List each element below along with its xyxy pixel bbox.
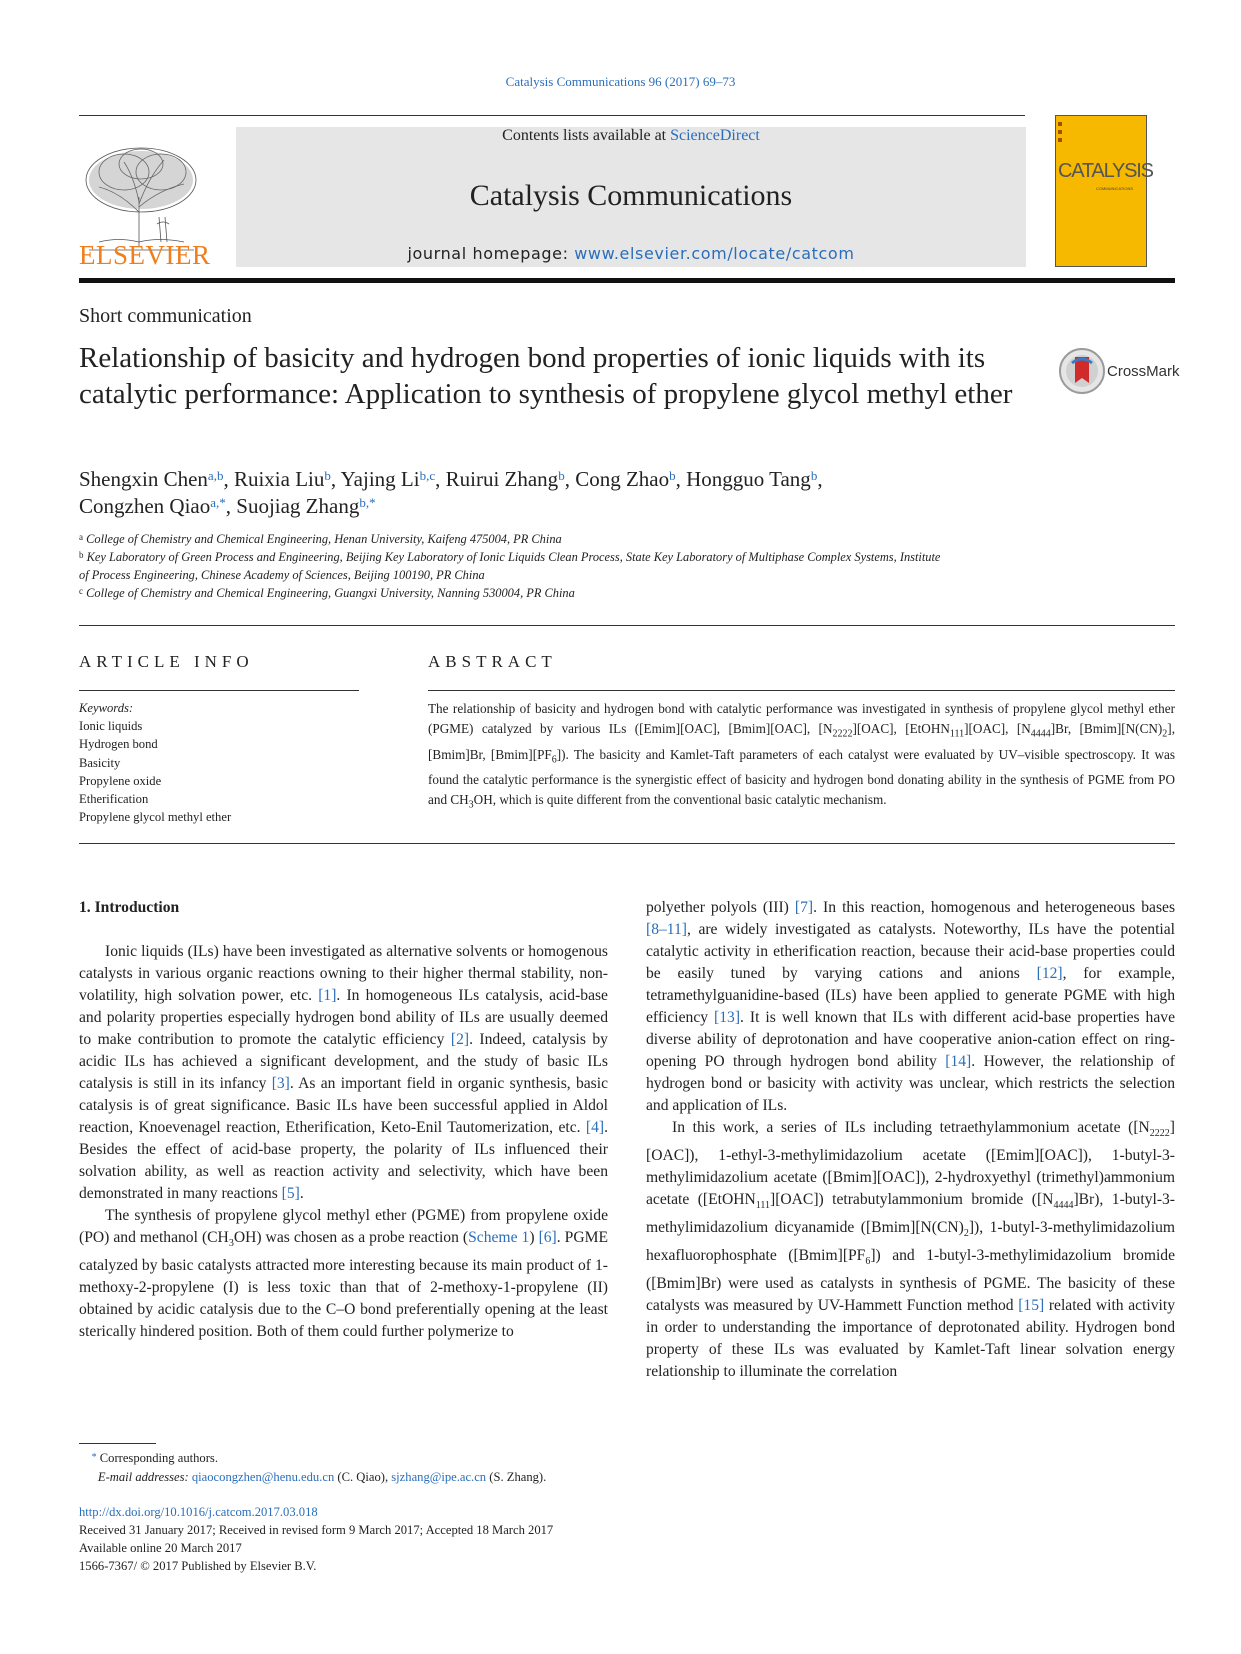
crossmark-label[interactable]: CrossMark xyxy=(1107,363,1180,380)
scheme-link[interactable]: Scheme 1 xyxy=(468,1229,530,1246)
online-date: Available online 20 March 2017 xyxy=(79,1541,242,1555)
email-link[interactable]: sjzhang@ipe.ac.cn xyxy=(391,1469,487,1484)
article-info-rule xyxy=(79,690,359,691)
reference-link[interactable]: [7] xyxy=(794,899,814,916)
section-heading-introduction: 1. Introduction xyxy=(79,899,180,916)
author[interactable]: Yajing Li$^{b,c}$ xyxy=(340,467,436,491)
homepage-prefix: journal homepage: xyxy=(407,244,575,263)
homepage-link[interactable]: www.elsevier.com/locate/catcom xyxy=(574,244,855,263)
reference-link[interactable]: [12] xyxy=(1036,965,1063,982)
cover-decoration-icon xyxy=(1058,122,1068,162)
body-left-column xyxy=(79,897,608,1343)
keyword: Basicity xyxy=(79,755,121,770)
received-dates: Received 31 January 2017; Received in revised form 9 March 2017; Accepted 18 March 2017 xyxy=(79,1523,554,1537)
author[interactable]: Suojiag Zhang$^{b,*}$ xyxy=(236,494,376,518)
author-list: Shengxin Chen$^{a,b}$, Ruixia Liu$^b$, Yajing Li$^{b,c}$, Ruirui Zhang$^b$, Cong Zhao$^b$, Hongguo Tang$^b$, Congzhen Qiao$^{a,*}$, Suojiag Zhang$^{b,*}$ xyxy=(79,467,823,518)
author[interactable]: Shengxin Chen$^{a,b}$ xyxy=(79,467,224,491)
reference-link[interactable]: [5] xyxy=(281,1185,300,1202)
crossmark-icon[interactable] xyxy=(1058,347,1106,395)
keyword: Ionic liquids xyxy=(79,719,143,734)
author[interactable]: Hongguo Tang$^b$ xyxy=(686,467,818,491)
keywords-label: Keywords: xyxy=(79,701,134,715)
abstract-bottom-rule xyxy=(79,843,1175,844)
affiliation: $^a$ College of Chemistry and Chemical Engineering, Henan University, Kaifeng 475004, PR China xyxy=(79,532,562,546)
article-title: Relationship of basicity and hydrogen bond properties of ionic liquids with its catalytic performance: Application to synthesis of propylene glycol methyl ether xyxy=(79,342,1013,410)
cover-subtitle: COMMUNICATIONS xyxy=(1096,186,1134,191)
elsevier-wordmark[interactable]: ELSEVIER xyxy=(79,240,211,270)
body-paragraph: The synthesis of propylene glycol methyl ether (PGME) from propylene oxide (PO) and methanol $(CH_3OH)$ was chosen as a probe reaction (Scheme 1) [6]. PGME catalyzed by basic catalysts attracted more interesting because its main product of 1-methoxy-2-propylene (I) is less toxic than that of 2-methoxy-1-propylene (II) obtained by acidic catalysis due to the C–O bond preferentially opening at the least sterically hindered position. Both of them could further polymerize to xyxy=(79,1207,609,1341)
affiliation: $^b$ Key Laboratory of Green Process and Engineering, Beijing Key Laboratory of Ionic Liquids Clean Process, State Key Laboratory of Multiphase Complex Systems, Institute xyxy=(79,550,941,564)
author[interactable]: Cong Zhao$^b$ xyxy=(575,467,676,491)
reference-link[interactable]: [4] xyxy=(585,1119,605,1136)
footnotes xyxy=(79,1449,546,1486)
keyword: Propylene oxide xyxy=(79,773,162,788)
article-info-heading: ARTICLE INFO xyxy=(79,652,254,671)
doi-link[interactable]: http://dx.doi.org/10.1016/j.catcom.2017.03.018 xyxy=(79,1505,318,1519)
abstract-rule xyxy=(428,690,1175,691)
journal-title: Catalysis Communications xyxy=(469,179,793,212)
keywords-block xyxy=(79,699,231,826)
reference-link[interactable]: [6] xyxy=(538,1229,557,1246)
sciencedirect-link[interactable]: ScienceDirect xyxy=(670,127,760,144)
journal-header-box xyxy=(236,127,1026,267)
reference-link[interactable]: [3] xyxy=(271,1075,290,1092)
email-link[interactable]: qiaocongzhen@henu.edu.cn xyxy=(191,1469,335,1484)
body-paragraph: In this work, a series of ILs including tetraethylammonium acetate $([N_{2222}][OAC])$, 1-ethyl-3-methylimidazolium acetate ([Emim][OAC]), 1-butyl-3-methylimidazolium acetate ([Bmim][OAC]), 2-hydroxyethyl (trimethyl)ammonium acetate ([EtOHN$_{111}$][OAC]) tetrabutylammonium bromide $([N_{4444}]Br)$, 1-butyl-3-methylimidazolium dicyanamide $([Bmim][N(CN)_2])$, 1-butyl-3-methylimidazolium hexafluorophosphate $([Bmim][PF_6])$ and 1-butyl-3-methylimidazolium bromide ([Bmim]Br) were used as catalysts in synthesis of PGME. The basicity of these catalysts was measured by UV-Hammett Function method [15] related with activity in order to understanding the importance of deprotonated ability. Hydrogen bond property of these ILs was evaluated by Kamlet-Taft linear solvation energy relationship to illuminate the correlation xyxy=(646,1119,1176,1381)
reference-link[interactable]: [2] xyxy=(450,1031,470,1048)
author[interactable]: Congzhen Qiao$^{a,*}$ xyxy=(79,494,226,518)
header-thick-rule xyxy=(79,278,1175,283)
reference-link[interactable]: [14] xyxy=(945,1053,972,1070)
keyword: Etherification xyxy=(79,792,149,807)
cover-title: CATALYSIS xyxy=(1058,160,1153,182)
email-note: E-mail addresses: qiaocongzhen@henu.edu.cn (C. Qiao), sjzhang@ipe.ac.cn (S. Zhang). xyxy=(97,1469,547,1484)
asterisk-icon: * xyxy=(91,1452,97,1463)
affiliation: of Process Engineering, Chinese Academy of Sciences, Beijing 100190, PR China xyxy=(79,568,485,582)
abstract-heading: ABSTRACT xyxy=(428,652,557,671)
journal-cover-image[interactable] xyxy=(1055,115,1153,267)
affiliation: $^c$ College of Chemistry and Chemical Engineering, Guangxi University, Nanning 530004, PR China xyxy=(79,586,575,600)
journal-homepage-line xyxy=(236,244,1026,263)
abstract-text: The relationship of basicity and hydrogen bond with catalytic performance was investigated in synthesis of propylene glycol methyl ether (PGME) catalyzed by various ILs ([Emim][OAC], [Bmim][OAC], $[N_{2222}][OAC]$, [EtOHN$_{111}$][OAC], $[N_{4444}]Br$, $[Bmim][N(CN)_2]$, [Bmim]Br, $[Bmim][PF_6]$). The basicity and Kamlet-Taft parameters of each catalyst were evaluated by UV–visible spectroscopy. It was found the catalytic performance is the synergistic effect of basicity and hydrogen bond donating ability in the synthesis of PGME from PO and $CH_3OH$, which is quite different from the conventional basic catalytic mechanism. xyxy=(428,701,1175,811)
article-type: Short communication xyxy=(79,305,252,327)
contents-available-line xyxy=(236,127,1026,145)
author[interactable]: Ruixia Liu$^b$ xyxy=(233,467,331,491)
reference-link[interactable]: [8–11] xyxy=(646,921,687,938)
body-paragraph: Ionic liquids (ILs) have been investigated as alternative solvents or homogenous catalysts in various organic reactions owning to their higher thermal stability, non-volatility, high solvation power, etc. [1]. In homogeneous ILs catalysis, acid-base and polarity properties especially hydrogen bond ability of ILs are usually deemed to make contribution to promote the catalytic efficiency [2]. Indeed, catalysis by acidic ILs has achieved a significant development, and the study of basic ILs catalysis is still in its infancy [3]. As an important field in organic synthesis, basic catalysis is of great significance. Basic ILs have been successful applied in Aldol reaction, Knoevenagel reaction, Etherification, Keto-Enil Tautomerization, etc. [4]. Besides the effect of acid-base property, the polarity of ILs influenced their solvation ability, as well as reaction activity and selectivity, which have been demonstrated in many reactions [5]. xyxy=(79,943,608,1202)
reference-link[interactable]: [13] xyxy=(714,1009,741,1026)
copyright: 1566-7367/ © 2017 Published by Elsevier B.V. xyxy=(79,1559,317,1573)
info-top-rule xyxy=(79,625,1175,626)
body-right-column xyxy=(646,897,1175,1383)
author[interactable]: Ruirui Zhang$^b$ xyxy=(445,467,565,491)
keyword: Hydrogen bond xyxy=(79,737,158,752)
reference-link[interactable]: [1] xyxy=(318,987,337,1004)
footnote-rule xyxy=(79,1443,156,1444)
contents-prefix: Contents lists available at xyxy=(502,127,671,144)
keyword: Propylene glycol methyl ether xyxy=(79,810,232,825)
article-footer xyxy=(79,1503,553,1575)
body-paragraph: polyether polyols (III) [7]. In this reaction, homogenous and heterogeneous bases [8–11], are widely investigated as catalysts. Noteworthy, ILs have the potential catalytic activity in etherification reaction, because their acid-base properties could be easily tuned by varying cations and anions [12], for example, tetramethylguanidine-based (ILs) have been applied to generate PGME with high efficiency [13]. It is well known that ILs with different acid-base properties have diverse ability of deprotonation and have cooperative anion-cation effect on ring-opening PO through hydrogen bond ability [14]. However, the relationship of hydrogen bond or basicity with activity was unclear, which restricts the selection and application of ILs. xyxy=(646,899,1176,1114)
corresponding-note: * Corresponding authors. xyxy=(91,1451,218,1465)
header-top-rule xyxy=(79,115,1025,116)
journal-citation-link[interactable]: Catalysis Communications 96 (2017) 69–73 xyxy=(505,74,736,89)
reference-link[interactable]: [15] xyxy=(1018,1297,1045,1315)
